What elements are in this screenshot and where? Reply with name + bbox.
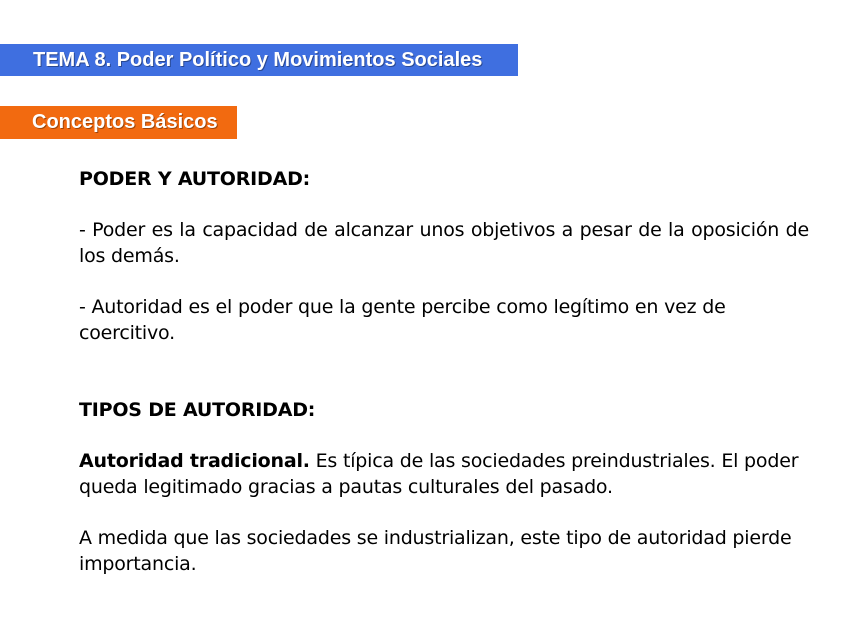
paragraph-autoridad: - Autoridad es el poder que la gente percibe como legítimo en vez de coercitivo.	[79, 296, 726, 344]
slide-content	[79, 166, 809, 577]
term-autoridad-tradicional: Autoridad tradicional.	[79, 450, 310, 472]
page-title: TEMA 8. Poder Político y Movimientos Sociales	[33, 49, 483, 71]
section-banner	[0, 106, 237, 139]
paragraph-poder: - Poder es la capacidad de alcanzar unos objetivos a pesar de la oposición de los demás.	[79, 219, 809, 267]
section-title: Conceptos Básicos	[32, 111, 218, 133]
paragraph-autoridad-tradicional	[79, 448, 809, 500]
paragraph-industrializacion: A medida que las sociedades se industrializan, este tipo de autoridad pierde importancia.	[79, 527, 792, 575]
heading-poder-autoridad: PODER Y AUTORIDAD:	[79, 168, 311, 190]
title-banner	[0, 44, 518, 76]
heading-tipos-autoridad: TIPOS DE AUTORIDAD:	[79, 399, 316, 421]
definition-autoridad-tradicional: Es típica de las sociedades preindustriales. El poder queda legitimado gracias a pautas culturales del pasado.	[79, 450, 799, 498]
